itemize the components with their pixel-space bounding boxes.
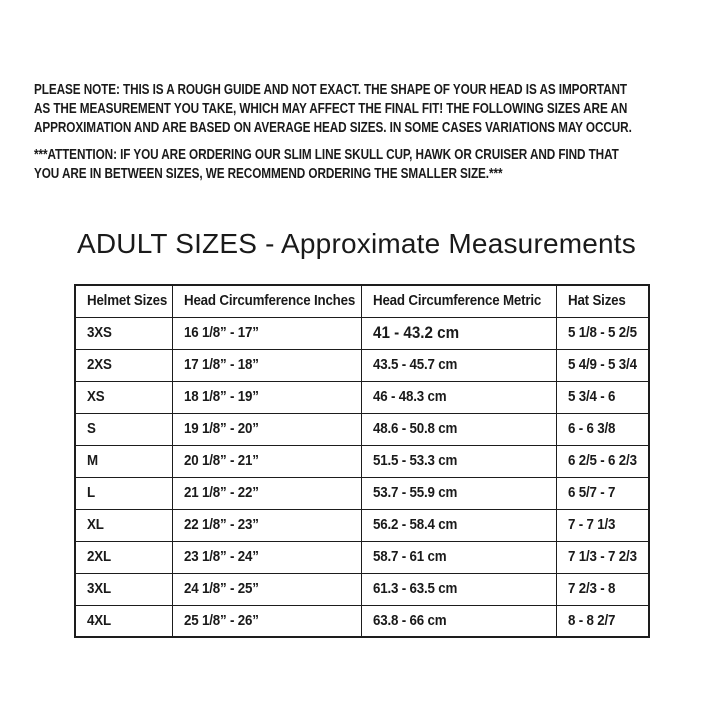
cell-metric: 43.5 - 45.7 cm	[372, 357, 457, 373]
col-header-hat-sizes	[556, 285, 649, 317]
page-title: ADULT SIZES - Approximate Measurements	[77, 228, 636, 259]
attention-paragraph	[34, 146, 619, 184]
attention-line: YOU ARE IN BETWEEN SIZES, WE RECOMMEND ORDERING THE SMALLER SIZE.***	[34, 166, 503, 182]
size-table	[74, 284, 650, 638]
cell-metric: 46 - 48.3 cm	[372, 389, 446, 405]
table-row	[75, 381, 649, 413]
cell-metric: 48.6 - 50.8 cm	[372, 421, 457, 437]
cell-size: 2XL	[87, 549, 111, 565]
cell-metric: 41 - 43.2 cm	[372, 323, 459, 342]
col-header-label: Head Circumference Metric	[372, 293, 541, 310]
cell-size: 3XS	[87, 325, 112, 341]
notice-line: AS THE MEASUREMENT YOU TAKE, WHICH MAY AFFECT THE FINAL FIT! THE FOLLOWING SIZES ARE AN	[34, 101, 628, 117]
cell-metric: 63.8 - 66 cm	[372, 612, 446, 629]
cell-metric: 53.7 - 55.9 cm	[372, 485, 457, 501]
table-row	[75, 605, 649, 637]
cell-inches: 23 1/8” - 24”	[183, 549, 259, 565]
attention-line: ***ATTENTION: IF YOU ARE ORDERING OUR SLIM LINE SKULL CUP, HAWK OR CRUISER AND FIND THAT	[34, 147, 619, 163]
cell-size: XL	[87, 517, 104, 533]
cell-size: M	[87, 453, 98, 469]
notice-line: APPROXIMATION AND ARE BASED ON AVERAGE HEAD SIZES. IN SOME CASES VARIATIONS MAY OCCUR.	[34, 120, 632, 136]
cell-hat: 6 - 6 3/8	[567, 421, 615, 437]
table-row	[75, 477, 649, 509]
table-row	[75, 573, 649, 605]
cell-hat: 7 - 7 1/3	[567, 517, 615, 533]
cell-inches: 22 1/8” - 23”	[183, 517, 259, 533]
cell-metric: 61.3 - 63.5 cm	[372, 581, 457, 597]
cell-size: 2XS	[87, 357, 112, 373]
cell-inches: 16 1/8” - 17”	[183, 325, 259, 341]
cell-hat: 8 - 8 2/7	[567, 612, 615, 629]
table-row	[75, 317, 649, 349]
table-row	[75, 445, 649, 477]
cell-size: S	[87, 421, 96, 437]
cell-size: 3XL	[87, 581, 111, 597]
cell-hat: 7 1/3 - 7 2/3	[567, 549, 637, 565]
cell-inches: 20 1/8” - 21”	[183, 453, 259, 469]
table-row	[75, 413, 649, 445]
cell-metric: 56.2 - 58.4 cm	[372, 517, 457, 533]
notice-paragraph	[34, 81, 632, 138]
col-header-helmet-sizes	[75, 285, 172, 317]
col-header-label: Helmet Sizes	[87, 293, 168, 310]
cell-size: XS	[87, 389, 105, 405]
table-row	[75, 349, 649, 381]
cell-hat: 5 1/8 - 5 2/5	[567, 325, 637, 341]
cell-metric: 51.5 - 53.3 cm	[372, 453, 457, 469]
cell-hat: 5 3/4 - 6	[567, 389, 615, 405]
cell-hat: 5 4/9 - 5 3/4	[567, 357, 637, 373]
cell-hat: 6 5/7 - 7	[567, 485, 615, 501]
cell-metric: 58.7 - 61 cm	[372, 549, 446, 565]
cell-inches: 18 1/8” - 19”	[183, 389, 259, 405]
cell-inches: 17 1/8” - 18”	[183, 357, 259, 373]
cell-size: L	[87, 485, 95, 501]
col-header-circumference-inches	[172, 285, 361, 317]
cell-inches: 19 1/8” - 20”	[183, 421, 259, 437]
cell-inches: 21 1/8” - 22”	[183, 485, 259, 501]
cell-hat: 6 2/5 - 6 2/3	[567, 453, 637, 469]
cell-size: 4XL	[87, 612, 111, 629]
cell-inches: 24 1/8” - 25”	[183, 581, 259, 597]
col-header-circumference-metric	[361, 285, 556, 317]
cell-hat: 7 2/3 - 8	[567, 581, 615, 597]
table-row	[75, 541, 649, 573]
notice-line: PLEASE NOTE: THIS IS A ROUGH GUIDE AND NOT EXACT. THE SHAPE OF YOUR HEAD IS AS IMPORTANT	[34, 82, 628, 98]
cell-inches: 25 1/8” - 26”	[183, 612, 259, 629]
table-header-row	[75, 285, 649, 317]
table-row	[75, 509, 649, 541]
col-header-label: Head Circumference Inches	[183, 293, 355, 310]
col-header-label: Hat Sizes	[567, 293, 626, 310]
